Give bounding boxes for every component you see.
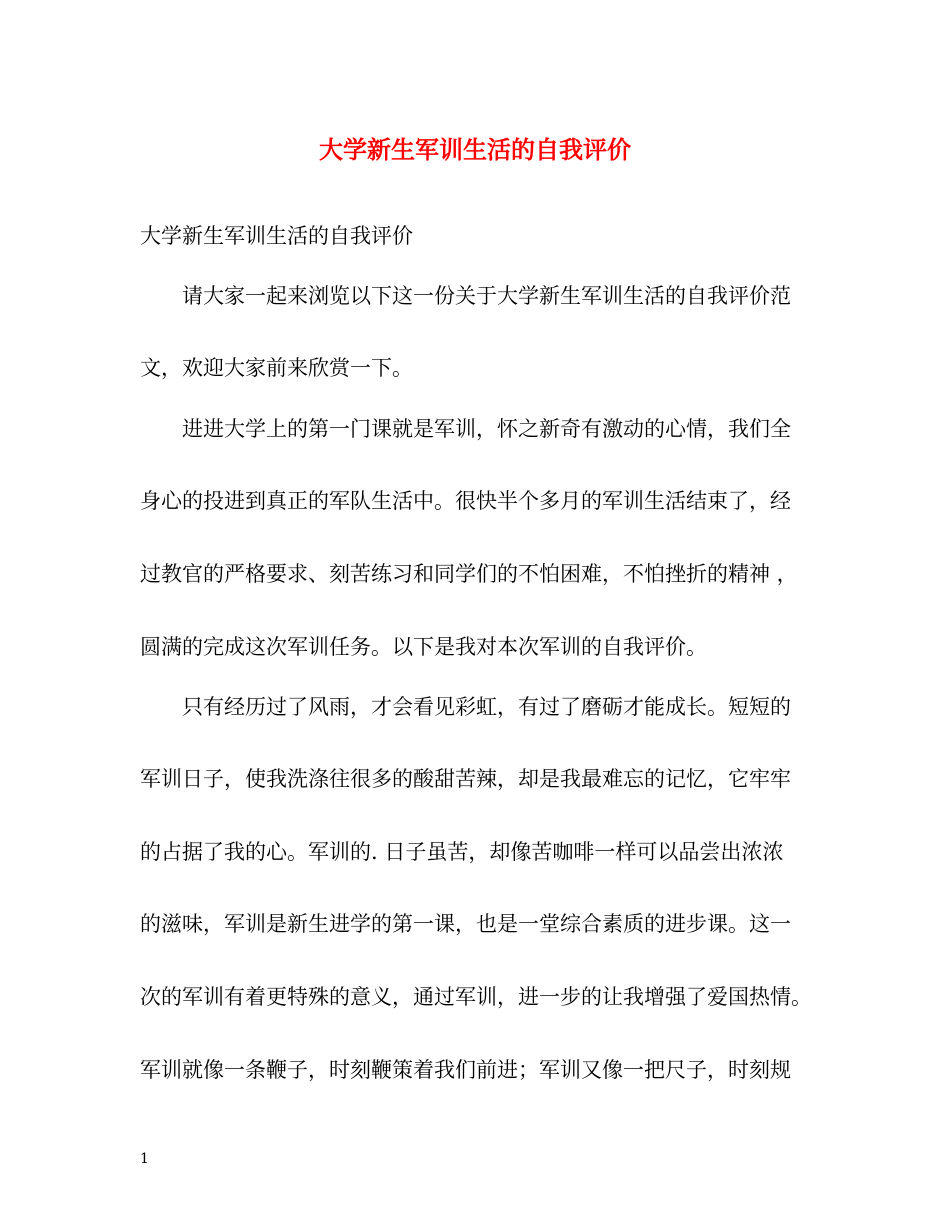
text-line: 过教官的严格要求、刻苦练习和同学们的不怕困难，不怕挫折的精神 ， bbox=[140, 562, 798, 586]
text-line: 只有经历过了风雨，才会看见彩虹，有过了磨砺才能成长。短短的 bbox=[182, 695, 791, 719]
text-line: 军训日子，使我洗涤往很多的酸甜苦辣，却是我最难忘的记忆，它牢牢 bbox=[140, 767, 791, 791]
text-line: 身心的投进到真正的军队生活中。很快半个多月的军训生活结束了，经 bbox=[140, 489, 791, 513]
text-line: 的占据了我的心。军训的. 日子虽苦，却像苦咖啡一样可以品尝出浓浓 bbox=[140, 840, 784, 864]
text-line: 次的军训有着更特殊的意义，通过军训，进一步的让我增强了爱国热情。 bbox=[140, 985, 812, 1009]
text-line: 请大家一起来浏览以下这一份关于大学新生军训生活的自我评价范 bbox=[182, 284, 791, 308]
text-line: 军训就像一条鞭子，时刻鞭策着我们前进；军训又像一把尺子，时刻规 bbox=[140, 1058, 791, 1082]
text-line: 圆满的完成这次军训任务。以下是我对本次军训的自我评价。 bbox=[140, 635, 707, 659]
subtitle-line: 大学新生军训生活的自我评价 bbox=[140, 224, 413, 248]
document-title: 大学新生军训生活的自我评价 bbox=[319, 135, 631, 164]
page-number: 1 bbox=[140, 1151, 149, 1167]
text-line: 进进大学上的第一门课就是军训，怀之新奇有激动的心情，我们全 bbox=[182, 417, 791, 441]
text-line: 的滋味，军训是新生进学的第一课，也是一堂综合素质的进步课。这一 bbox=[140, 912, 791, 936]
text-line: 文，欢迎大家前来欣赏一下。 bbox=[140, 356, 413, 380]
